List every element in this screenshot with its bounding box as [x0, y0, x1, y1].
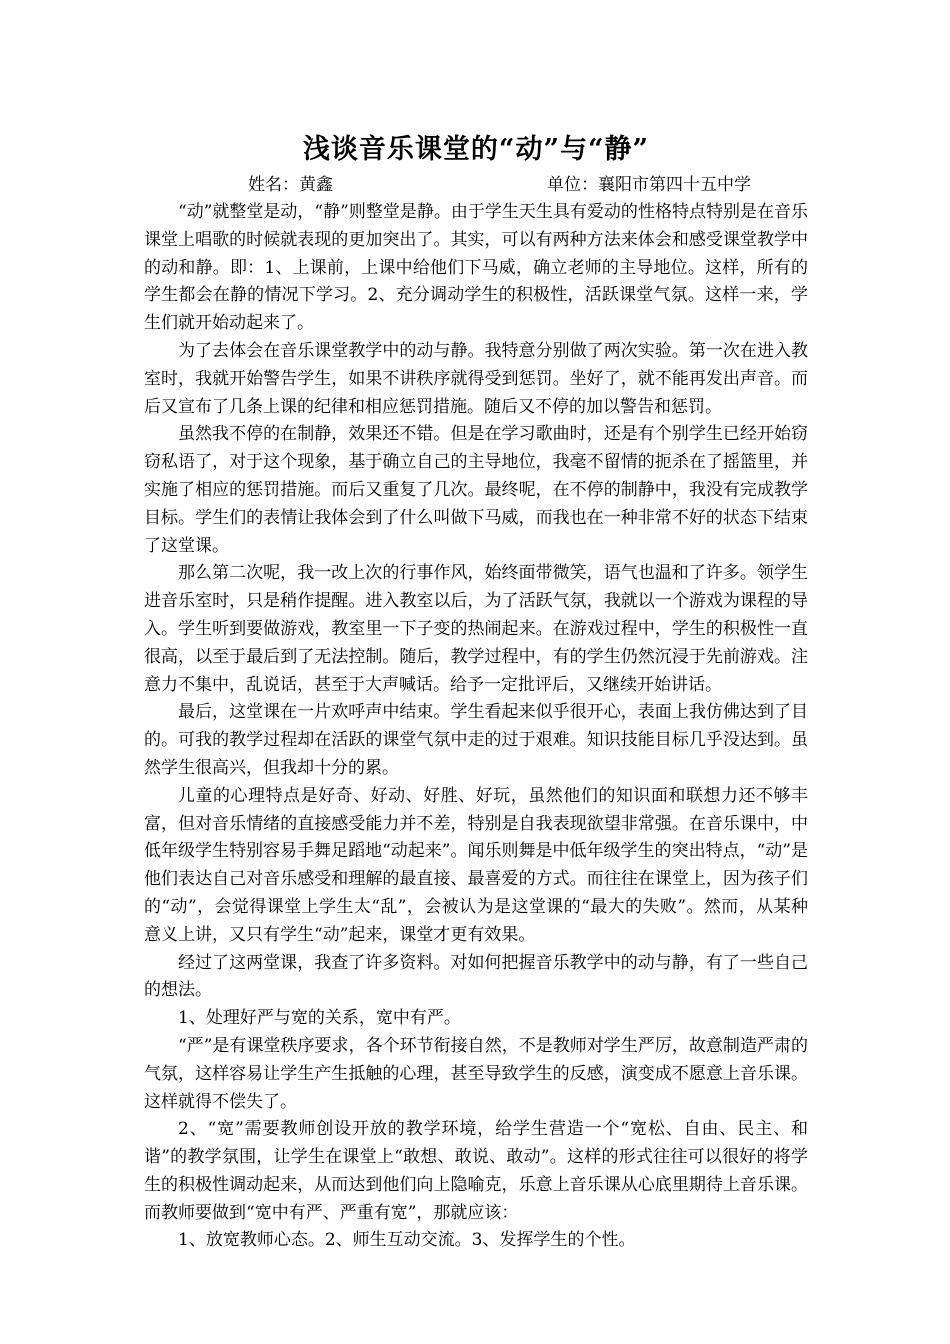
author-unit: 单位：襄阳市第四十五中学 [547, 175, 751, 195]
document-page [144, 128, 808, 1255]
document-body [144, 199, 808, 1255]
document-title: 浅谈音乐课堂的“动”与“静” [302, 134, 650, 165]
paragraph: 1、处理好严与宽的关系，宽中有严。 [178, 1008, 461, 1029]
author-line [144, 172, 808, 199]
paragraph: 2、“宽”需要教师创设开放的教学环境，给学生营造一个“宽松、自由、民主、和谐”的教学氛围，让学生在课堂上“敢想、敢说、敢动”。这样的形式往往可以很好的将学生的积极性调动起来，从而达到他们向上隐喻克，乐意上音乐课从心底里期待上音乐课。而教师要做到“宽中有严、严重有宽”，那就应该： [144, 1119, 808, 1223]
paragraph: 那么第二次呢，我一改上次的行事作风，始终面带微笑，语气也温和了许多。领学生进音乐室时，只是稍作提醒。进入教室以后，为了活跃气氛，我就以一个游戏为课程的导入。学生听到要做游戏，教室里一下子变的热闹起来。在游戏过程中，学生的积极性一直很高，以至于最后到了无法控制。随后，教学过程中，有的学生仍然沉浸于先前游戏。注意力不集中，乱说话，甚至于大声喊话。给予一定批评后，又继续开始讲话。 [144, 563, 808, 695]
paragraph: 虽然我不停的在制静，效果还不错。但是在学习歌曲时，还是有个别学生已经开始窃窃私语了，对于这个现象，基于确立自己的主导地位，我毫不留情的扼杀在了摇篮里，并实施了相应的惩罚措施。而后又重复了几次。最终呢，在不停的制静中，我没有完成教学目标。学生们的表情让我体会到了什么叫做下马威，而我也在一种非常不好的状态下结束了这堂课。 [144, 424, 808, 556]
paragraph: “严”是有课堂秩序要求，各个环节衔接自然，不是教师对学生严厉，故意制造严肃的气氛，这样容易让学生产生抵触的心理，甚至导致学生的反感，演变成不愿意上音乐课。这样就得不偿失了。 [144, 1035, 808, 1112]
author-name: 姓名：黄鑫 [248, 175, 333, 195]
paragraph: “动”就整堂是动，“静”则整堂是静。由于学生天生具有爱动的性格特点特别是在音乐课堂上唱歌的时候就表现的更加突出了。其实，可以有两种方法来体会和感受课堂教学中的动和静。即：1、上课前，上课中给他们下马威，确立老师的主导地位。这样，所有的学生都会在静的情况下学习。2、充分调动学生的积极性，活跃课堂气氛。这样一来，学生们就开始动起来了。 [144, 202, 808, 334]
paragraph: 经过了这两堂课，我查了许多资料。对如何把握音乐教学中的动与静，有了一些自己的想法。 [144, 952, 808, 1001]
paragraph: 儿童的心理特点是好奇、好动、好胜、好玩，虽然他们的知识面和联想力还不够丰富，但对音乐情绪的直接感受能力并不差，特别是自我表现欲望非常强。在音乐课中，中低年级学生特别容易手舞足蹈地“动起来”。闻乐则舞是中低年级学生的突出特点，“动”是他们表达自己对音乐感受和理解的最直接、最喜爱的方式。而往往在课堂上，因为孩子们的“动”，会觉得课堂上学生太“乱”，会被认为是这堂课的“最大的失败”。然而，从某种意义上讲，又只有学生“动”起来，课堂才更有效果。 [144, 785, 808, 945]
paragraph: 最后，这堂课在一片欢呼声中结束。学生看起来似乎很开心，表面上我仿佛达到了目的。可我的教学过程却在活跃的课堂气氛中走的过于艰难。知识技能目标几乎没达到。虽然学生很高兴，但我却十分的累。 [144, 702, 808, 778]
paragraph: 1、放宽教师心态。2、师生互动交流。3、发挥学生的个性。 [178, 1230, 636, 1251]
paragraph: 为了去体会在音乐课堂教学中的动与静。我特意分别做了两次实验。第一次在进入教室时，我就开始警告学生，如果不讲秩序就得受到惩罚。坐好了，就不能再发出声音。而后又宣布了几条上课的纪律和相应惩罚措施。随后又不停的加以警告和惩罚。 [144, 340, 808, 417]
